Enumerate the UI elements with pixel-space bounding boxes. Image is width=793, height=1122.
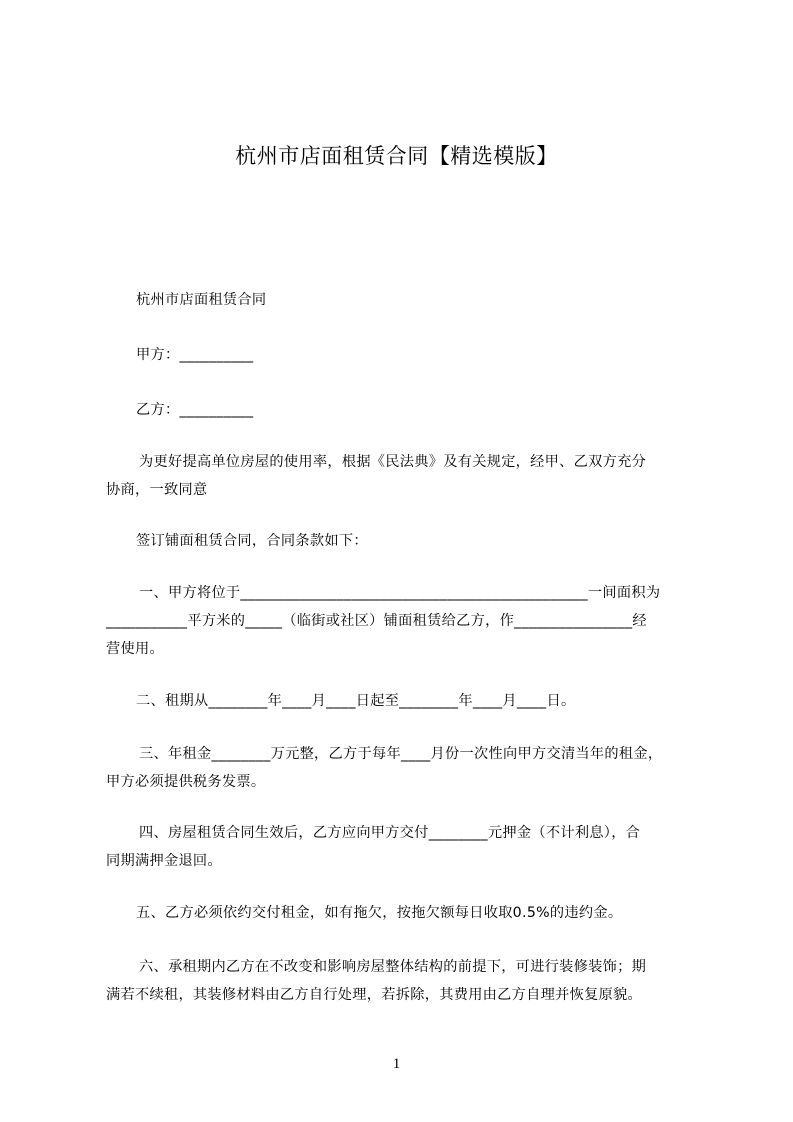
party-a-line bbox=[106, 341, 716, 369]
text-line: 六、承租期内乙方在不改变和影响房屋整体结构的前提下，可进行装修装饰；期 bbox=[139, 959, 647, 975]
contract-heading bbox=[106, 286, 716, 314]
text-line: 甲方必须提供税务发票。 bbox=[106, 774, 266, 790]
page-number: 1 bbox=[392, 1056, 401, 1072]
text-line: 三、年租金________万元整，乙方于每年____月份一次性向甲方交清当年的租金， bbox=[139, 746, 663, 762]
text-line: 签订铺面租赁合同，合同条款如下： bbox=[136, 533, 368, 549]
clause-2 bbox=[106, 687, 716, 715]
text-line: 协商，一致同意 bbox=[106, 482, 208, 498]
sign-paragraph bbox=[106, 527, 716, 555]
clause-5 bbox=[106, 899, 716, 927]
clause-6 bbox=[106, 953, 716, 1009]
text-line: 乙方：__________ bbox=[136, 402, 254, 418]
clause-3 bbox=[106, 740, 716, 796]
intro-paragraph bbox=[106, 448, 716, 504]
text-line: 五、乙方必须依约交付租金，如有拖欠，按拖欠额每日收取0.5%的违约金。 bbox=[136, 905, 623, 921]
document-title: 杭州市店面租赁合同【精选模版】 bbox=[235, 144, 558, 168]
text-line: 杭州市店面租赁合同 bbox=[136, 292, 267, 308]
text-line: ___________平方米的_____（临街或社区）铺面租赁给乙方，作________________经 bbox=[106, 613, 647, 629]
text-line: 同期满押金退回。 bbox=[106, 853, 222, 869]
text-line: 营使用。 bbox=[106, 641, 164, 657]
text-line: 二、租期从________年____月____日起至________年____月____日。 bbox=[136, 693, 576, 709]
clause-4 bbox=[106, 819, 716, 875]
text-line: 一、甲方将位于_______________________________________________一间面积为 bbox=[139, 585, 661, 601]
text-line: 四、房屋租赁合同生效后，乙方应向甲方交付________元押金（不计利息），合 bbox=[139, 825, 641, 841]
text-line: 满若不续租，其装修材料由乙方自行处理，若拆除，其费用由乙方自理并恢复原貌。 bbox=[106, 987, 643, 1003]
clause-1 bbox=[106, 579, 716, 663]
party-b-line bbox=[106, 396, 716, 424]
text-line: 为更好提高单位房屋的使用率，根据《民法典》及有关规定，经甲、乙双方充分 bbox=[139, 454, 647, 470]
text-line: 甲方：__________ bbox=[136, 347, 254, 363]
